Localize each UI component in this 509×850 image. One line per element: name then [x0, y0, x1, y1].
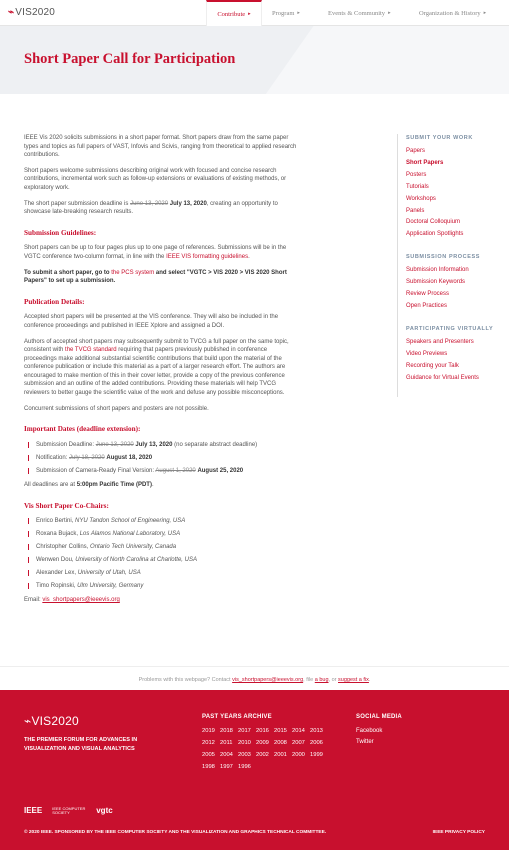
sidebar-section-process — [397, 253, 497, 325]
list-item — [24, 530, 300, 539]
chevron-right-icon: ▸ — [297, 11, 300, 16]
chair-affiliation: NYU Tandon School of Engineering, USA — [75, 518, 186, 525]
guidelines-suffix: . — [248, 253, 250, 260]
sidebar-section-submit — [397, 134, 497, 253]
chair-affiliation: Ontario Tech University, Canada — [90, 544, 177, 551]
dates-heading: Important Dates (deadline extension): — [24, 425, 141, 434]
tvcg-standard-link[interactable]: the TVCG standard — [65, 347, 117, 354]
new-date: August 18, 2020 — [106, 454, 153, 461]
sidebar-section-virtual — [397, 325, 497, 397]
sidebar-heading: SUBMISSION PROCESS — [406, 254, 481, 261]
year-link[interactable]: 2004 — [220, 752, 233, 758]
nav-organization-label: Organization & History — [419, 9, 481, 17]
sidebar-item-panels[interactable]: Panels — [406, 207, 425, 214]
chair-name: Roxana Bujack, — [36, 531, 80, 538]
chair-affiliation: University of North Carolina at Charlotte, USA — [75, 557, 197, 564]
year-link[interactable]: 1999 — [310, 752, 323, 758]
year-link[interactable]: 2011 — [220, 740, 233, 746]
sidebar-item-submission-information[interactable]: Submission Information — [406, 267, 469, 274]
chairs-heading: Vis Short Paper Co-Chairs: — [24, 501, 109, 510]
tvcg-text-2: requiring that papers previously published in conference proceedings make additional substantial scientific contributions that build upon the material of the conference publication or include this material as a part of a larger research effort. The authors are encouraged to make mention of this in their cover letter, provide a copy of the previous conference submission and an outline of the added contributions. Providing these materials will help TVCG reviewers to better gauge the scientific value of the work and defuse any possible misconceptions. — [24, 347, 286, 397]
chair-name: Christopher Collins, — [36, 544, 91, 551]
list-item — [24, 556, 300, 565]
privacy-policy-link[interactable]: IEEE PRIVACY POLICY — [432, 830, 485, 835]
year-link[interactable]: 2006 — [310, 740, 323, 746]
year-link[interactable]: 1998 — [202, 764, 215, 770]
ieee-logo[interactable]: IEEE — [24, 806, 43, 815]
chevron-right-icon: ▸ — [388, 11, 391, 16]
year-link[interactable]: 2018 — [220, 728, 233, 734]
new-date: July 13, 2020 — [135, 441, 173, 448]
chair-name: Enrico Bertini, — [36, 518, 76, 525]
nav-organization-history[interactable] — [419, 0, 486, 26]
year-link[interactable]: 2016 — [256, 728, 269, 734]
submit-text: To submit a short paper, go to — [24, 269, 112, 276]
nav-events-label: Events & Community — [328, 9, 386, 17]
date-label: Submission Deadline: — [36, 441, 96, 448]
sidebar-item-doctoral-colloquium[interactable]: Doctoral Colloquium — [406, 219, 461, 226]
chevron-right-icon: ▸ — [483, 11, 487, 16]
year-link[interactable]: 2015 — [274, 728, 287, 734]
sidebar-item-posters[interactable]: Posters — [406, 171, 427, 178]
submit-text-2: and select "VGTC > VIS 2020 > VIS 2020 Short Papers" to set up a submission. — [24, 269, 287, 285]
list-item — [24, 441, 300, 450]
year-link[interactable]: 2000 — [292, 752, 305, 758]
list-item — [24, 454, 300, 463]
old-date: July 18, 2020 — [69, 454, 105, 461]
deadline-paragraph — [24, 200, 300, 217]
facebook-link[interactable]: Facebook — [356, 728, 383, 734]
timezone-prefix: All deadlines are at — [24, 482, 77, 489]
past-years-archive — [202, 714, 332, 776]
date-label: Submission of Camera-Ready Final Version: — [36, 467, 156, 474]
feedback-text: , file — [303, 677, 315, 683]
sidebar-item-video-previews[interactable]: Video Previews — [406, 350, 448, 357]
file-bug-link[interactable]: a bug — [314, 677, 329, 683]
list-item — [24, 582, 300, 591]
date-label: Notification: — [36, 454, 70, 461]
year-link[interactable]: 2012 — [202, 740, 215, 746]
top-nav — [0, 0, 509, 26]
chair-affiliation: Los Alamos National Laboratory, USA — [79, 531, 181, 538]
copyright: © 2020 IEEE. SPONSORED BY THE IEEE COMPUTER SOCIETY AND THE VISUALIZATION AND GRAPHICS TECHNICAL COMMITTEE. — [24, 830, 327, 835]
year-link[interactable]: 1996 — [238, 764, 251, 770]
year-link[interactable]: 2002 — [256, 752, 269, 758]
main-content — [24, 134, 300, 612]
year-link[interactable]: 2017 — [238, 728, 251, 734]
site-logo-text: VIS2020 — [15, 7, 55, 18]
social-media — [356, 714, 402, 750]
years-list — [202, 728, 334, 776]
year-link[interactable]: 2014 — [292, 728, 305, 734]
sidebar-item-application-spotlights[interactable]: Application Spotlights — [406, 231, 464, 238]
footer-logo-text: VIS2020 — [31, 714, 79, 728]
list-item — [24, 569, 300, 578]
nav-contribute-label: Contribute — [217, 10, 246, 18]
sidebar-item-papers[interactable]: Papers — [406, 148, 426, 155]
feedback-text: Problems with this webpage? Contact — [138, 677, 233, 683]
sponsor-logos — [24, 806, 113, 815]
contact-email — [24, 596, 300, 605]
list-item — [24, 543, 300, 552]
pulse-icon: ⌁ — [24, 714, 32, 728]
year-link[interactable]: 2010 — [238, 740, 251, 746]
timezone-note — [24, 481, 300, 490]
social-heading: SOCIAL MEDIA — [356, 714, 402, 720]
guidelines-paragraph — [24, 244, 300, 261]
sidebar-item-short-papers[interactable]: Short Papers — [406, 159, 444, 166]
chair-affiliation: Ulm University, Germany — [77, 582, 144, 589]
year-link[interactable]: 2007 — [292, 740, 305, 746]
footer-tagline: THE PREMIER FORUM FOR ADVANCES IN VISUALIZATION AND VISUAL ANALYTICS — [24, 737, 138, 752]
list-item — [24, 467, 300, 476]
intro-paragraph: Short papers welcome submissions describing original work with focused and concise research contributions, incremental work such as follow-up extensions or evaluations of existing methods, or exploratory work. — [24, 167, 287, 191]
pulse-icon: ⌁ — [8, 7, 15, 18]
year-link[interactable]: 2003 — [238, 752, 251, 758]
deadline-suffix: , creating an opportunity to showcase late-breaking research results. — [24, 200, 278, 216]
timezone-suffix: . — [151, 482, 154, 489]
feedback-bar — [0, 666, 509, 690]
nav-contribute[interactable] — [206, 0, 262, 26]
twitter-link[interactable]: Twitter — [356, 739, 374, 745]
nav-program-label: Program — [272, 9, 295, 17]
chevron-right-icon: ▸ — [248, 12, 251, 17]
sidebar-item-speakers[interactable]: Speakers and Presenters — [406, 338, 474, 345]
old-date: June 13, 2020 — [95, 441, 134, 448]
new-date: August 25, 2020 — [197, 467, 244, 474]
old-date: August 1, 2020 — [155, 467, 196, 474]
date-note: (no separate abstract deadline) — [172, 441, 258, 448]
year-link[interactable]: 2005 — [202, 752, 215, 758]
year-link[interactable]: 2009 — [256, 740, 269, 746]
past-years-heading: PAST YEARS ARCHIVE — [202, 714, 272, 720]
sidebar-item-workshops[interactable]: Workshops — [406, 195, 436, 202]
feedback-text: . — [368, 677, 371, 683]
formatting-guidelines-link[interactable]: IEEE VIS formatting guidelines — [166, 253, 249, 260]
email-link[interactable]: vis_shortpapers@ieeevis.org — [42, 597, 120, 604]
page-hero — [0, 26, 509, 94]
tvcg-paragraph — [24, 338, 300, 398]
sidebar-item-guidance[interactable]: Guidance for Virtual Events — [406, 374, 479, 381]
intro-paragraph: IEEE Vis 2020 solicits submissions in a short paper format. Short papers draw from the same paper types and topics as full papers of VAST, Infovis and Scivis, ranging from theoretical to applied research contributions. — [24, 135, 297, 159]
year-link[interactable]: 2008 — [274, 740, 287, 746]
old-deadline: June 13, 2020 — [130, 200, 169, 207]
email-label: Email: — [24, 597, 43, 604]
feedback-email-link[interactable]: vis_shortpapers@ieeevis.org — [232, 677, 304, 683]
sidebar-item-open-practices[interactable]: Open Practices — [406, 302, 448, 309]
hero-decoration — [264, 26, 509, 94]
feedback-text: , or — [328, 677, 339, 683]
new-deadline: July 13, 2020 — [169, 200, 207, 207]
vgtc-logo[interactable]: vgtc — [96, 806, 113, 815]
publication-paragraph: Accepted short papers will be presented at the VIS conference. They will also be included in the conference proceedings and published in IEEE Xplore and assigned a DOI. — [24, 314, 279, 329]
sidebar-heading: SUBMIT YOUR WORK — [406, 135, 473, 141]
sidebar-item-tutorials[interactable]: Tutorials — [406, 183, 429, 190]
year-link[interactable]: 2013 — [310, 728, 323, 734]
publication-heading: Publication Details: — [24, 297, 85, 306]
nav-events-community[interactable] — [328, 0, 391, 26]
guidelines-text: Short papers can be up to four pages plus up to one page of references. Submissions will be in the VGTC conference two-column format, in line with the — [24, 245, 287, 260]
ieee-computer-society-logo[interactable]: IEEE COMPUTER SOCIETY — [52, 805, 86, 815]
year-link[interactable]: 2001 — [274, 752, 287, 758]
year-link[interactable]: 1997 — [220, 764, 233, 770]
sidebar — [397, 134, 497, 397]
year-link[interactable]: 2019 — [202, 728, 215, 734]
nav-program[interactable] — [272, 0, 300, 26]
sidebar-item-review-process[interactable]: Review Process — [406, 291, 450, 298]
guidelines-heading: Submission Guidelines: — [24, 228, 97, 237]
pcs-system-link[interactable]: the PCS system — [111, 269, 155, 276]
deadline-prefix: The short paper submission deadline is — [24, 200, 131, 207]
sidebar-heading: PARTICIPATING VIRTUALLY — [406, 325, 494, 332]
site-footer — [0, 690, 509, 850]
footer-logo[interactable] — [24, 714, 79, 728]
page-title: Short Paper Call for Participation — [24, 51, 236, 67]
dates-list — [24, 441, 300, 475]
chair-affiliation: University of Utah, USA — [77, 569, 141, 576]
chairs-list — [24, 517, 300, 590]
sidebar-item-submission-keywords[interactable]: Submission Keywords — [406, 279, 466, 286]
sidebar-item-recording[interactable]: Recording your Talk — [406, 362, 459, 369]
concurrent-paragraph: Concurrent submissions of short papers and posters are not possible. — [24, 405, 209, 412]
site-logo[interactable] — [8, 7, 55, 18]
tvcg-text: Authors of accepted short papers may subsequently submit to TVCG a full paper on the same topic, consistent with — [24, 338, 289, 354]
chair-name: Timo Ropinski, — [36, 582, 78, 589]
timezone-time: 5:00pm Pacific Time (PDT) — [76, 482, 152, 489]
suggest-fix-link[interactable]: suggest a fix — [338, 677, 369, 683]
chair-name: Alexander Lex, — [36, 569, 78, 576]
submit-instructions — [24, 269, 300, 286]
list-item — [24, 517, 300, 526]
chair-name: Wenwen Dou, — [36, 557, 76, 564]
